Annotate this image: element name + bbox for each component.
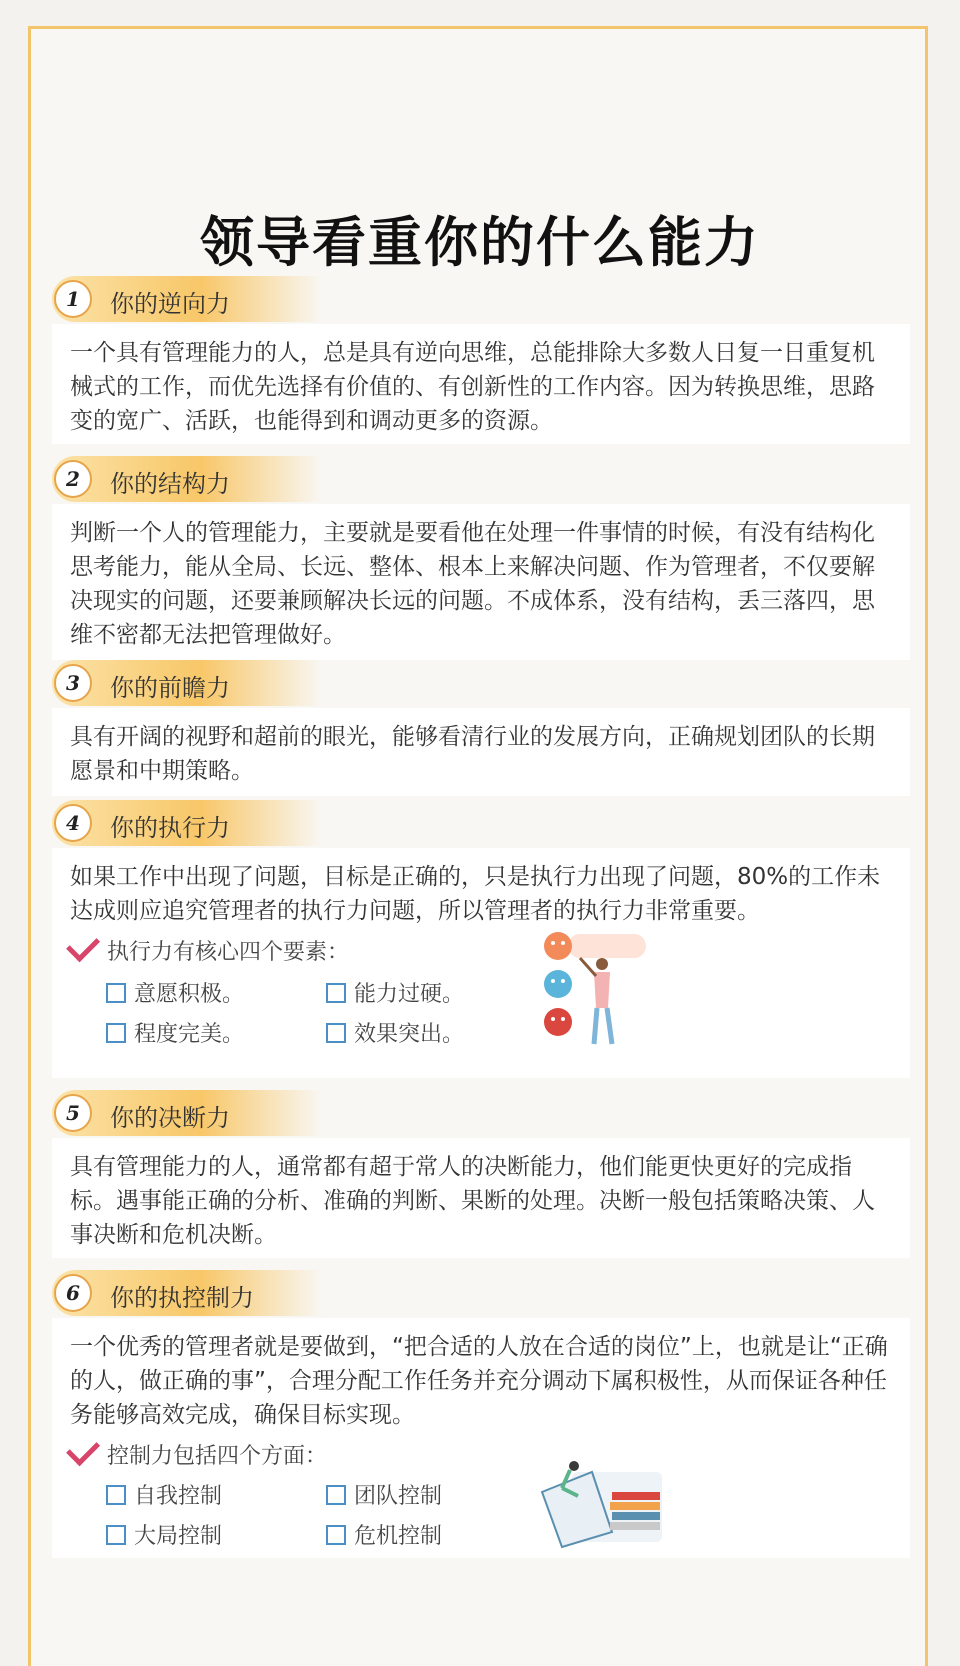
section-number: 3: [54, 664, 92, 702]
section-tab: [52, 1090, 322, 1136]
checkbox-icon: [106, 1525, 126, 1545]
section-tab: [52, 456, 322, 502]
page-title: 领导看重你的什么能力: [200, 211, 760, 274]
section-number: 6: [54, 1274, 92, 1312]
section-card: [52, 848, 910, 1078]
section-body: 具有开阔的视野和超前的眼光，能够看清行业的发展方向，正确规划团队的长期愿景和中期策略。: [52, 708, 910, 796]
section-5: [52, 1090, 910, 1258]
section-number: 4: [54, 804, 92, 842]
section-heading: 你的执行力: [110, 814, 230, 842]
section-tab: [52, 800, 322, 846]
option-item: 程度完美。: [106, 1018, 244, 1052]
option-item: 意愿积极。: [106, 978, 244, 1012]
checkbox-icon: [326, 1485, 346, 1505]
section-tab: [52, 1270, 322, 1316]
section-4: [52, 800, 910, 1078]
section-body: 如果工作中出现了问题，目标是正确的，只是执行力出现了问题，80%的工作未达成则应追究管理者的执行力问题，所以管理者的执行力非常重要。: [70, 864, 881, 924]
section-card: [52, 1318, 910, 1558]
checkbox-icon: [106, 1485, 126, 1505]
section-body: 判断一个人的管理能力，主要就是要看他在处理一件事情的时候，有没有结构化思考能力，能从全局、长远、整体、根本上来解决问题、作为管理者，不仅要解决现实的问题，还要兼顾解决长远的问题。不成体系，没有结构，丢三落四，思维不密都无法把管理做好。: [52, 504, 910, 660]
checkbox-icon: [326, 1023, 346, 1043]
sub-title: 控制力包括四个方面：: [70, 1440, 327, 1474]
section-heading: 你的结构力: [110, 470, 230, 498]
checkbox-icon: [326, 1525, 346, 1545]
option-item: 大局控制: [106, 1520, 222, 1554]
option-item: 自我控制: [106, 1480, 222, 1514]
section-6: [52, 1270, 910, 1558]
checkbox-icon: [106, 983, 126, 1003]
aspects-block: [70, 1432, 892, 1572]
section-3: [52, 660, 910, 796]
section-tab: [52, 276, 322, 322]
section-body: 具有管理能力的人，通常都有超于常人的决断能力，他们能更快更好的完成指标。遇事能正确的分析、准确的判断、果断的处理。决断一般包括策略决策、人事决断和危机决断。: [52, 1138, 910, 1258]
section-heading: 你的执控制力: [110, 1284, 254, 1312]
section-tab: [52, 660, 322, 706]
checkmark-icon: [66, 1432, 100, 1466]
section-heading: 你的逆向力: [110, 290, 230, 318]
section-2: [52, 456, 910, 660]
section-number: 1: [54, 280, 92, 318]
books-illustration: [532, 1452, 672, 1552]
option-item: 团队控制: [326, 1480, 442, 1514]
section-1: [52, 276, 910, 444]
section-heading: 你的前瞻力: [110, 674, 230, 702]
section-number: 5: [54, 1094, 92, 1132]
option-item: 能力过硬。: [326, 978, 464, 1012]
section-heading: 你的决断力: [110, 1104, 230, 1132]
checkbox-icon: [106, 1023, 126, 1043]
section-body: 一个优秀的管理者就是要做到，“把合适的人放在合适的岗位”上，也就是让“正确的人，做正确的事”，合理分配工作任务并充分调动下属积极性，从而保证各种任务能够高效完成，确保目标实现。: [70, 1334, 888, 1428]
option-item: 效果突出。: [326, 1018, 464, 1052]
option-item: 危机控制: [326, 1520, 442, 1554]
section-body: 一个具有管理能力的人，总是具有逆向思维，总能排除大多数人日复一日重复机械式的工作，而优先选择有价值的、有创新性的工作内容。因为转换思维，思路变的宽广、活跃，也能得到和调动更多的资源。: [52, 324, 910, 444]
feedback-faces-illustration: [540, 928, 660, 1048]
sub-title: 执行力有核心四个要素：: [70, 936, 349, 970]
section-number: 2: [54, 460, 92, 498]
elements-block: [70, 928, 892, 1068]
checkmark-icon: [66, 928, 100, 962]
checkbox-icon: [326, 983, 346, 1003]
